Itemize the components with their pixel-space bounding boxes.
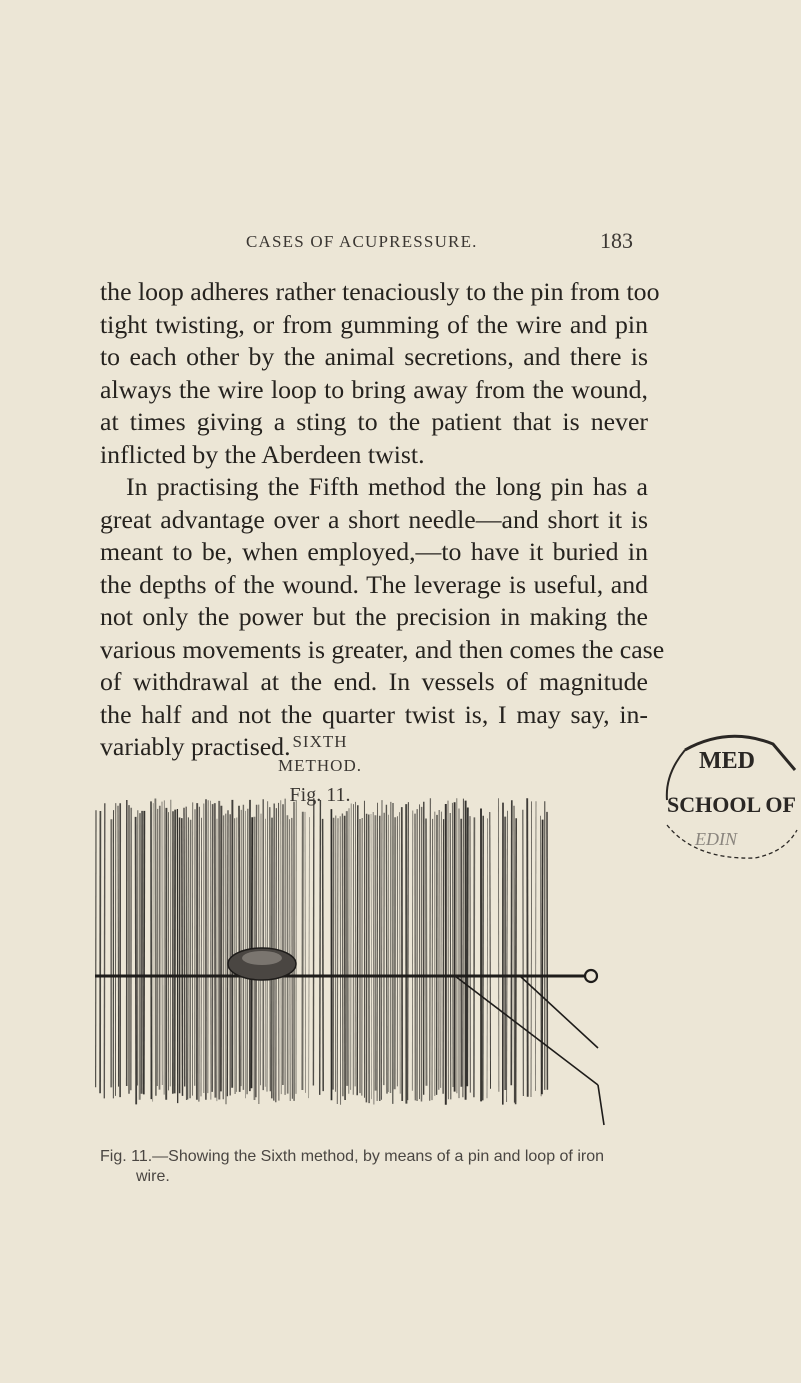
text-line: great advantage over a short needle—and short it is (100, 504, 648, 534)
tissue-strand (441, 812, 442, 1088)
tissue-strand (523, 810, 524, 1096)
figure-number: Fig. 11. (289, 784, 351, 806)
figure-caption (100, 1147, 660, 1187)
text-line: the loop adheres rather tenaciously to the pin from too (100, 277, 660, 306)
tissue-strand (467, 808, 468, 1087)
tissue-strand (355, 802, 356, 1087)
tissue-strand (184, 808, 185, 1087)
stamp-text-top: MED (699, 748, 755, 774)
text-line: In practising the Fifth method the long pin has a (126, 472, 648, 501)
text-line: the half and not the quarter twist is, I may say, in- (100, 699, 648, 729)
tissue-strand (227, 810, 228, 1096)
tissue-strand (210, 801, 211, 1100)
text-line: tight twisting, or from gumming of the wire and pin (100, 309, 648, 339)
tissue-strand (170, 800, 171, 1087)
tissue-strand (342, 814, 343, 1097)
tissue-strand (320, 800, 321, 1095)
text-line: inflicted by the Aberdeen twist. (100, 439, 425, 469)
caption-line: wire. (136, 1168, 170, 1185)
text-line: to each other by the animal secretions, and there is (100, 342, 648, 371)
text-line: not only the power but the precision in making the (100, 602, 648, 631)
tissue-strand (386, 805, 387, 1094)
tissue-strand (382, 800, 383, 1100)
tissue-strand (351, 804, 352, 1090)
tissue-strand (463, 799, 464, 1098)
tissue-strand (323, 819, 324, 1091)
page-number: 183 (600, 228, 633, 253)
text-line: always the wire loop to bring away from the wound, (100, 374, 648, 404)
tissue-strand (215, 803, 216, 1098)
tissue-strand (345, 816, 346, 1100)
tissue-strand (239, 806, 240, 1092)
tissue-strand (507, 811, 508, 1102)
tissue-strand (452, 803, 453, 1087)
tissue-strand (373, 812, 374, 1105)
library-stamp (655, 730, 801, 870)
tissue-strand (450, 813, 451, 1099)
tissue-strand (305, 812, 306, 1093)
tissue-strand (221, 806, 222, 1092)
tissue-strand (531, 801, 532, 1097)
text-line: of withdrawal at the end. In vessels of magnitude (100, 667, 648, 696)
text-line: the depths of the wound. The leverage is useful, and (100, 569, 648, 599)
tissue-strand (430, 798, 431, 1101)
text-line: variably practised. (100, 732, 291, 761)
tissue-strand (104, 803, 105, 1098)
tissue-strand (400, 812, 401, 1094)
wire-end (598, 1085, 604, 1125)
tissue-strand (199, 807, 200, 1102)
text-line: meant to be, when employed,—to have it buried in (100, 537, 648, 566)
tissue-strand (153, 803, 154, 1102)
tissue-strand (490, 812, 491, 1089)
tissue-strand (443, 819, 444, 1094)
tissue-strand (474, 817, 475, 1097)
tissue-strand (190, 820, 191, 1098)
tissue-strand (155, 799, 156, 1096)
tissue-strand (182, 818, 183, 1096)
tissue-strand (371, 814, 372, 1099)
stamp-text-bottom: EDIN (695, 829, 737, 849)
tissue-strand (136, 817, 137, 1105)
body-text (100, 276, 665, 764)
tissue-strand (118, 806, 119, 1087)
tissue-strand (542, 820, 543, 1095)
tissue-strand (540, 816, 541, 1096)
tissue-strand (175, 810, 176, 1094)
text-line: various movements is greater, and then comes the case (100, 634, 665, 664)
tissue-strand (337, 818, 338, 1104)
tissue-strand (516, 818, 517, 1104)
stamp-text-middle: SCHOOL OF (667, 792, 796, 817)
figure-heading (250, 730, 390, 808)
tissue-strand (144, 811, 145, 1095)
tissue-strand (426, 819, 427, 1086)
caption-line: Fig. 11.—Showing the Sixth method, by means of a pin and loop of iron (100, 1148, 604, 1165)
tissue-strand (309, 817, 310, 1098)
tissue-strand (188, 817, 189, 1099)
tissue-strand (408, 802, 409, 1100)
tissue-strand (357, 805, 358, 1095)
wire-loop-right (520, 976, 598, 1048)
running-title: CASES OF ACUPRESSURE. (246, 232, 478, 251)
figure-method-title: SIXTH METHOD. (278, 732, 362, 775)
tissue-strand (412, 811, 413, 1091)
tissue-strand (333, 818, 334, 1090)
tissue-strand (201, 818, 202, 1097)
wire-loop-left (455, 976, 598, 1085)
tissue-strand (511, 800, 512, 1085)
text-line: at times giving a sting to the patient that is never (100, 407, 648, 436)
tissue-strand (487, 818, 488, 1098)
tissue-strands (96, 798, 548, 1105)
pin-head (585, 970, 597, 982)
tissue-strand (527, 798, 528, 1096)
tissue-strand (377, 803, 378, 1101)
tissue-strand (395, 817, 396, 1089)
tissue-strand (432, 819, 433, 1100)
tissue-strand (267, 801, 268, 1091)
running-head (0, 228, 801, 256)
tissue-strand (142, 811, 143, 1094)
figure (0, 730, 801, 1130)
